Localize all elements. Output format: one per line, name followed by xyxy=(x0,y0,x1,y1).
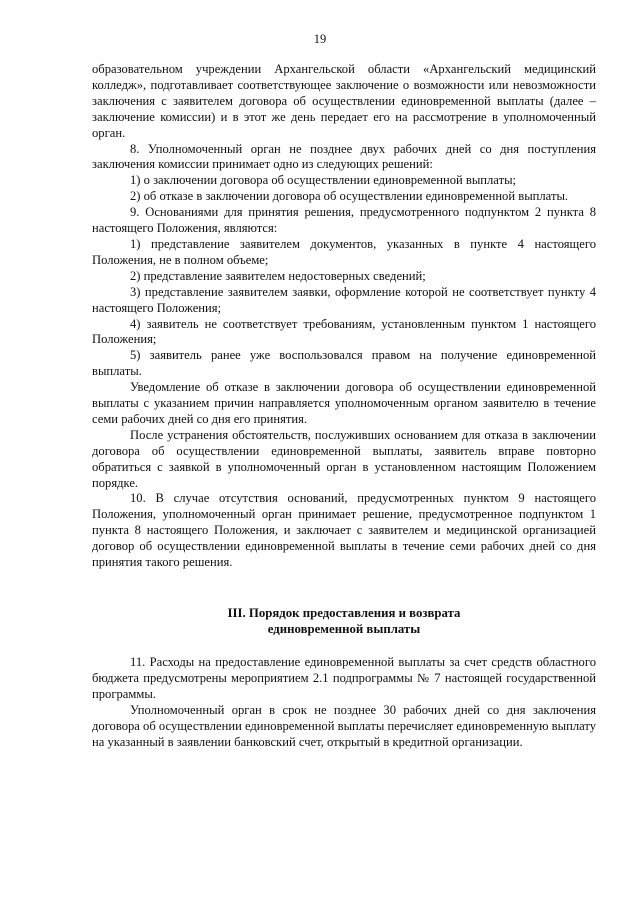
section-heading-line-2: единовременной выплаты xyxy=(267,622,421,636)
paragraph-item-9-2: 2) представление заявителем недостоверных сведений; xyxy=(130,268,426,283)
paragraph-item-11: 11. Расходы на предоставление единовременной выплаты за счет средств областного бюджета предусмотрены мероприятием 2.1 подпрограммы № 7 настоящей государственной программы. xyxy=(92,655,596,701)
paragraph-item-8-2: 2) об отказе в заключении договора об осуществлении единовременной выплаты. xyxy=(130,189,569,204)
paragraph-item-9-1: 1) представление заявителем документов, указанных в пункте 4 настоящего Положения, не в полном объеме; xyxy=(92,236,596,267)
paragraph-continuation: образовательном учреждении Архангельской области «Архангельский медицинский колледж», подготавливает соответствующее заключение о возможности или невозможности заключения с заявителем договора об осуществлении единовременной выплаты (далее – заключение комиссии) и в этот же день передает его на рассмотрение в уполномоченный орган. xyxy=(92,62,596,140)
section-heading xyxy=(92,605,596,637)
paragraph-item-9-4: 4) заявитель не соответствует требованиям, установленным пунктом 1 настоящего Положения; xyxy=(92,316,596,347)
section-heading-line-1: III. Порядок предоставления и возврата xyxy=(227,606,461,620)
paragraph-reapplication: После устранения обстоятельств, послуживших основанием для отказа в заключении договора об осуществлении единовременной выплаты, заявитель вправе повторно обратиться с заявкой в уполномоченный орган в установленном настоящим Положением порядке. xyxy=(92,427,596,490)
page-number: 19 xyxy=(313,32,327,46)
paragraph-item-9-5: 5) заявитель ранее уже воспользовался правом на получение единовременной выплаты. xyxy=(92,348,596,379)
paragraph-payment-transfer: Уполномоченный орган в срок не позднее 30 рабочих дней со дня заключения договора об осуществлении единовременной выплаты перечисляет единовременную выплату на указанный в заявлении банковский счет, открытый в кредитной организации. xyxy=(92,702,596,749)
paragraph-item-9: 9. Основаниями для принятия решения, предусмотренного подпунктом 2 пункта 8 настоящего Положения, являются: xyxy=(92,205,596,236)
paragraph-item-8-1: 1) о заключении договора об осуществлении единовременной выплаты; xyxy=(130,173,517,188)
document-body xyxy=(92,62,596,750)
paragraph-item-8: 8. Уполномоченный орган не позднее двух рабочих дней со дня поступления заключения комиссии принимает одно из следующих решений: xyxy=(92,141,596,172)
paragraph-item-9-3: 3) представление заявителем заявки, оформление которой не соответствует пункту 4 настоящего Положения; xyxy=(92,284,596,315)
paragraph-item-10: 10. В случае отсутствия оснований, предусмотренных пунктом 9 настоящего Положения, уполномоченный орган принимает решение, предусмотренное подпунктом 1 пункта 8 настоящего Положения, и заключает с заявителем и медицинской организацией договор об осуществлении единовременной выплаты в течение семи рабочих дней со дня принятия такого решения. xyxy=(92,491,596,570)
paragraph-refusal-notice: Уведомление об отказе в заключении договора об осуществлении единовременной выплаты с указанием причин направляется уполномоченным органом заявителю в течение семи рабочих дней со дня его принятия. xyxy=(92,380,596,426)
